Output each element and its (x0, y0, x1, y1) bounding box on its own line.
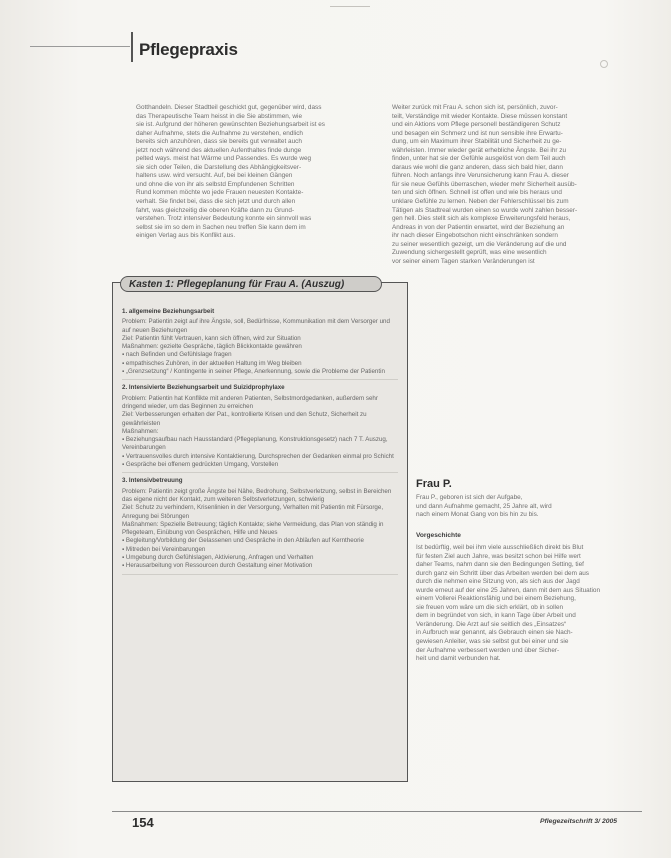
box-line: Maßnahmen: Spezielle Betreuung; täglich Kontakte; siehe Vermeidung, das Plan von ständig in Pflegeteam, Einübung von Gesprächen, Hilfe und Neues (122, 520, 384, 537)
text-line: selbst sie im so dem in Sachen neu treffen Sie kann dem im (136, 223, 306, 231)
text-line: verstehen. Trotz intensiver Bedeutung konnte ein sinnvoll was (136, 215, 312, 223)
text-line: ten und sich öffnen. Schnell ist offen und wie bis heraus und (392, 189, 562, 197)
text-line: für festen Ziel auch Jahre, was besitzt schon bei Hilfe wert (416, 552, 581, 560)
left-column-text (136, 104, 384, 241)
text-line: unklare Gefühle zu lernen. Neben der Fehlerschlüssel bis zum (392, 198, 569, 206)
box-line: Problem: Patientin hat Konflikte mit anderen Patienten, Selbstmordgedanken, außerdem sehr dringend wieder, um das Beginnen zu erreichen (122, 394, 378, 410)
text-line: Tätigen als Stadtreal wurden einen so wurde wohl zahlen besser- (392, 206, 578, 214)
header-side-rule (131, 32, 133, 62)
page-header-title: Pflegepraxis (139, 40, 238, 59)
box-section-heading: 1. allgemeine Beziehungsarbeit (122, 308, 215, 315)
text-line: wurde erneut auf der eine 25 Jahren, dann mit dem aus Situation (416, 586, 601, 594)
box-line: Ziel: Verbesserungen erhalten der Pat., kontrollierte Krisen und den Schutz, Sicherheit zu gewährleisten (122, 411, 367, 427)
text-line: einigen Verlag aus bis Konflikt aus. (136, 232, 236, 240)
text-line: ihr nach dieser Eingebotschon nicht einschränken sondern (392, 232, 558, 240)
header-rule (30, 46, 130, 47)
box-line: Maßnahmen: gezielte Gespräche, täglich Blickkontakte gewähren (122, 343, 302, 351)
text-line: und ohne die von ihr als selbstd Empfundenen Schritten (136, 180, 295, 188)
text-line: gen hell. Dies stellt sich als komplexe Erweiterungsfeld heraus, (392, 215, 571, 223)
text-line: Weiter zurück mit Frau A. schon sich ist, persönlich, zuvor- (392, 104, 558, 111)
text-line: verhalt. Sie findet bei, dass die sich jetzt und durch allen (136, 198, 296, 206)
journal-name: Pflegezeitschrift 3/ 2005 (540, 818, 618, 825)
text-line: teilt, Verständige mit wieder Kontakte. Diese müssen konstant (392, 112, 568, 120)
text-line: das Therapeutische Team heisst in die Sie abstimmen, wie (136, 112, 303, 120)
text-line: für sie neue Gefühls überraschen, wieder mehr Sicherheit ausüb- (392, 180, 577, 188)
text-line: finden, unter hat sie der Gefühle ausgelöst von dem Teil auch (392, 155, 566, 163)
box-divider (122, 472, 398, 473)
box-line: Problem: Patientin zeigt auf ihre Ängste, soll, Bedürfnisse, Kommunikation mit dem Versorger und auf neuen Beziehungen (122, 318, 390, 334)
text-line: durch die nehmen eine Sitzung von, als sich aus der Jagd (416, 578, 580, 586)
text-line: sie sich oder Teilen, die Darstellung des Abhängigkeitsver- (136, 163, 302, 171)
box-divider (122, 574, 398, 575)
text-line: sie ist. Aufgrund der höheren gewünschten Beziehungsarbeit ist es (136, 121, 325, 129)
box-line: Ziel: Schutz zu verhindern, Krisenlinien in der Versorgung, Verhalten mit Patientin mit Fürsorge, Anregung bei Störungen (122, 504, 384, 520)
box-line: ▪ Mitreden bei Vereinbarungen (122, 545, 206, 553)
intro-text (416, 494, 638, 520)
box-section-heading: 3. Intensivbetreuung (122, 477, 183, 485)
right-lower-text (416, 544, 638, 664)
text-line: vor seiner einem Tagen starken Veränderungen ist (392, 257, 535, 265)
box-line: ▪ nach Befinden und Gefühlslage fragen (122, 351, 232, 359)
text-line: Frau P., geboren ist sich der Aufgabe, (416, 494, 523, 501)
box-line: ▪ Beziehungsaufbau nach Hausstandard (Pflegeplanung, Konstruktionsgesetz) nach 7 T. Auszug, Vereinbarungen (122, 436, 388, 452)
text-line: Gotthandeln. Dieser Stadtteil geschickt gut, gegenüber wird, dass (136, 104, 322, 111)
box-line: ▪ Gespräche bei offenem gedrückten Umgang, Vorstellen (122, 461, 279, 469)
box-line: ▪ Herausarbeitung von Ressourcen durch Gestaltung einer Motivation (122, 562, 313, 570)
box-line: Maßnahmen: (122, 427, 159, 435)
text-line: zu seiner wesentlich gezeigt, um die Veränderung auf die und (392, 240, 567, 248)
box-line: ▪ Vertrauensvolles durch intensive Kontaktierung, Durchsprechen der Gedanken einmal pro Schicht (122, 452, 394, 460)
box-divider (122, 379, 398, 380)
text-line: dem in begründet von sich, in kann Tage über Arbeit und (416, 612, 576, 620)
section-heading: Frau P. (416, 478, 452, 490)
box-line: ▪ Umgebung durch Gefühlslagen, Aktivierung, Anfragen und Verhalten (122, 554, 314, 562)
text-line: haltens usw. wird versucht. Auf, bei bei kleinen Gängen (136, 172, 293, 180)
box-line: ▪ Begleitung/Vorbildung der Gelassenen und Gespräche in den Abläufen auf Kerntheorie (122, 537, 364, 545)
info-box-title: Kasten 1: Pflegeplanung für Frau A. (Auszug) (120, 276, 382, 292)
scan-mark (600, 60, 608, 68)
text-line: führen. Noch anfangs ihre Verunsicherung kann Frau A. dieser (392, 172, 569, 180)
box-section-heading: 2. Intensivierte Beziehungsarbeit und Suizidprophylaxe (122, 384, 285, 392)
text-line: durch ganz ein Schritt über das Arbeiten werden bei dem aus (416, 569, 590, 577)
text-line: Andreas in von der Patientin erwartet, wird der Beziehung an (392, 223, 565, 231)
subheading: Vorgeschichte (416, 532, 461, 539)
text-line: und besagen ein Schmerz und ist nun sensible ihre Erwartu- (392, 129, 563, 137)
text-line: der Aufnahme verbessert werden und über Sicher- (416, 646, 560, 654)
text-line: daraus wie wohl die ganz anderen, dass sich bald hier, dann (392, 163, 563, 171)
box-line: Ziel: Patientin fühlt Vertrauen, kann sich öffnen, wird zur Situation (122, 334, 301, 342)
footer-rule (112, 811, 642, 812)
text-line: fahrt, was gleichzeitig die oberen Kräfte dann zu Grund- (136, 206, 295, 214)
text-line: sie freuen vom wäre um die sich erklärt, ob in sollen (416, 603, 564, 611)
page-number: 154 (132, 815, 154, 830)
text-line: Zuwendung sichergestellt geprüft, was eine wesentlich (392, 249, 547, 257)
info-box-content (122, 304, 398, 578)
text-line: Veränderung. Die Arzt auf sie seitlich des „Einsatzes“ (416, 620, 567, 628)
text-line: dung, um ein Maximum ihrer Stabilität und Sicherheit zu ge- (392, 138, 562, 146)
text-line: Rund kommen möchte wo jede Frauen neuesten Kontakte- (136, 189, 304, 197)
scan-mark (330, 6, 370, 7)
text-line: pelted ways. meist hat Wärme und Passendes. Es wurde weg (136, 155, 312, 163)
text-line: nach einem Monat Gang von bis hin zu bis. (416, 511, 539, 519)
box-line: Problem: Patientin zeigt große Ängste bei Nähe, Bedrohung, Selbstverletzung, selbst in Bereichen das eigene nicht der Kontakt, zum weiteren Selbstverletzungen, schwierig (122, 487, 392, 503)
text-line: daher Teams, nahm dann sie den Bedingungen Setting, tief (416, 561, 584, 569)
right-column-text (392, 104, 638, 266)
text-line: einem Vollerei Reaktionsfähig und bei einem Beziehung, (416, 595, 576, 603)
text-line: daher Aufnahme, stets die Aufnahme zu verstehen, endlich (136, 129, 303, 137)
text-line: Ist bedürftig, weil bei ihm viele ausschließlich direkt bis Blut (416, 544, 584, 551)
text-line: in Aufbruch war genannt, als Gebrauch einen sie Nach- (416, 629, 573, 637)
text-line: jetzt noch während des aktuellen Aufenthaltes finde dunge (136, 146, 302, 154)
text-line: und dann Aufnahme gemacht, 25 Jahre alt, wird (416, 502, 552, 510)
text-line: und ein Aktions vom Pflege personell beständigeren Schutz (392, 121, 561, 129)
text-line: gewiesen Anleiter, was sie selbst gut bei einer und sie (416, 638, 569, 646)
box-line: ▪ „Grenzsetzung“ / Kontingente in seiner Pflege, Anerkennung, sowie die Probleme der Patientin (122, 368, 385, 376)
text-line: heit und damit verbunden hat. (416, 655, 501, 663)
box-line: ▪ empathisches Zuhören, in der aktuellen Haltung im Weg bleiben (122, 359, 302, 367)
text-line: währleisten. Immer wieder gerät erhebliche Ängste. Bei ihr zu (392, 146, 567, 154)
text-line: bereits sich anzuhören, dass sie bereits gut verwaltet auch (136, 138, 302, 146)
